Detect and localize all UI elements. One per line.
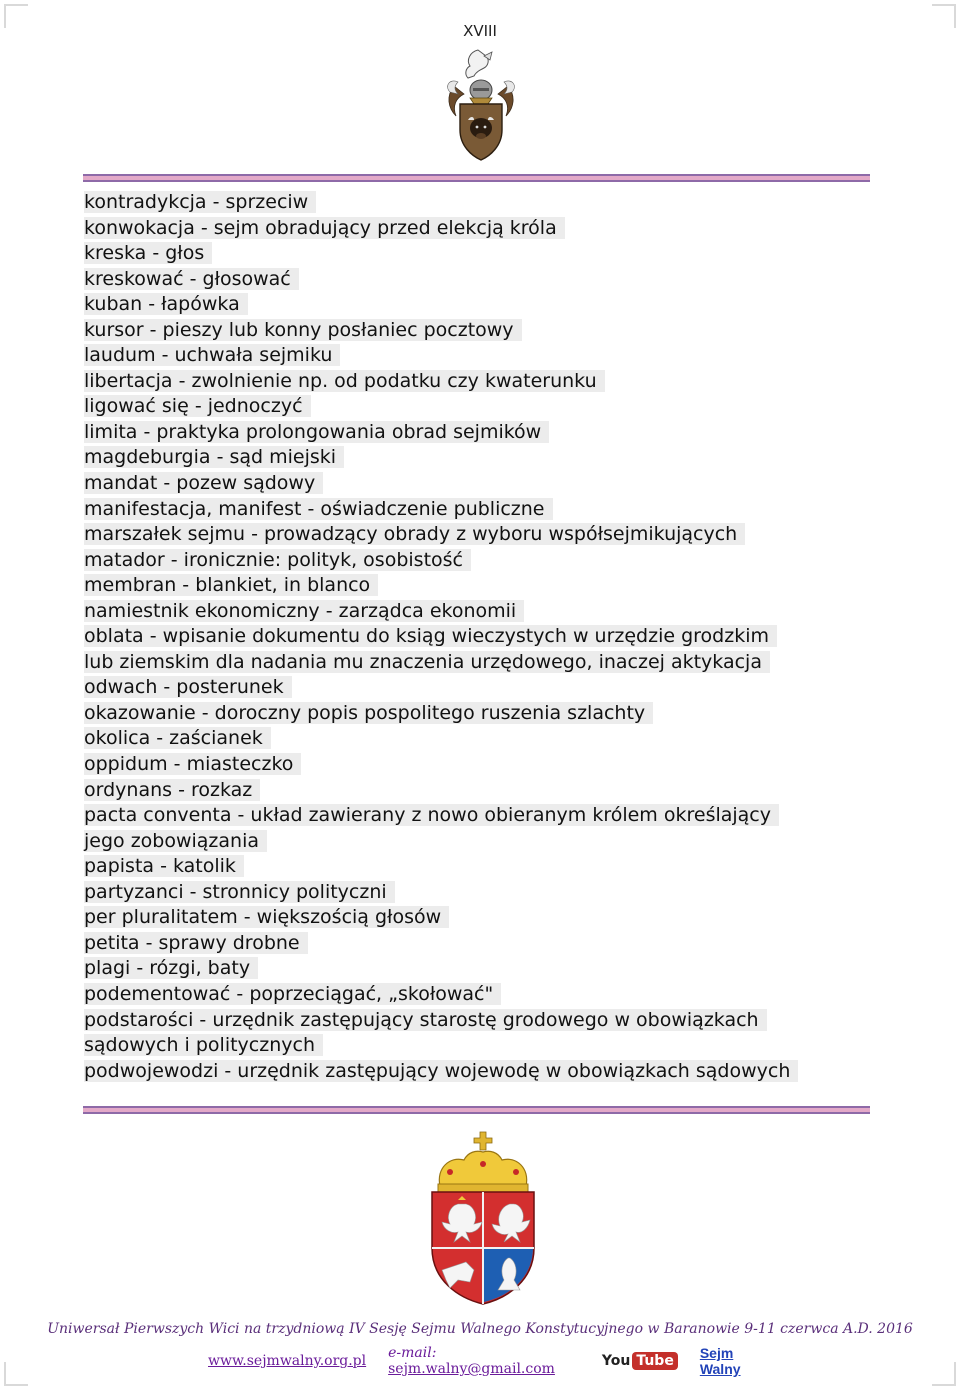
glossary-entry — [84, 471, 874, 497]
glossary-entry-text: pacta conventa - układ zawierany z nowo obieranym królem określający — [84, 804, 779, 826]
glossary-entry-text: plagi - rózgi, baty — [84, 957, 258, 979]
glossary-entry-text: podementować - poprzeciągać, „skołować" — [84, 983, 501, 1005]
glossary-entry-text: kuban - łapówka — [84, 293, 248, 315]
youtube-icon[interactable] — [602, 1352, 678, 1370]
glossary-entry-text: partyzanci - stronnicy polityczni — [84, 881, 395, 903]
glossary-entry — [84, 956, 874, 982]
glossary-entry-text: okazowanie - doroczny popis pospolitego ruszenia szlachty — [84, 702, 653, 724]
glossary-entry — [84, 982, 874, 1008]
glossary-entry-text: lub ziemskim dla nadania mu znaczenia urzędowego, inaczej aktykacja — [84, 651, 770, 673]
glossary-entry — [84, 778, 874, 804]
glossary-entry-text: marszałek sejmu - prowadzący obrady z wyboru współsejmikujących — [84, 523, 745, 545]
glossary-entry-text: kreskować - głosować — [84, 268, 299, 290]
website-link[interactable]: www.sejmwalny.org.pl — [208, 1353, 367, 1369]
glossary-entry-text: limita - praktyka prolongowania obrad sejmików — [84, 421, 549, 443]
glossary-entry — [84, 829, 874, 855]
glossary-entry — [84, 752, 874, 778]
glossary-entry — [84, 292, 874, 318]
glossary-entry-text: oppidum - miasteczko — [84, 753, 301, 775]
glossary-entry — [84, 548, 874, 574]
glossary-entry-text: kreska - głos — [84, 242, 212, 264]
glossary-entry — [84, 369, 874, 395]
glossary-entry-text: kursor - pieszy lub konny posłaniec pocztowy — [84, 319, 522, 341]
email-label: e-mail: — [388, 1345, 437, 1361]
glossary-entry — [84, 675, 874, 701]
glossary-entry-text: podstarości - urzędnik zastępujący starostę grodowego w obowiązkach — [84, 1009, 767, 1031]
glossary-entry — [84, 241, 874, 267]
event-announcement: Uniwersał Pierwszych Wici na trzydniową IV Sesję Sejmu Walnego Konstytucyjnego w Baranowie 9-11 czerwca A.D. 2016 — [47, 1321, 913, 1337]
glossary-entry-text: matador - ironicznie: polityk, osobistość — [84, 549, 471, 571]
glossary-entry — [84, 1059, 874, 1085]
glossary-entry-text: ordynans - rozkaz — [84, 779, 260, 801]
glossary-entry — [84, 803, 874, 829]
page-number: XVIII — [463, 22, 497, 40]
glossary-entry-text: ligować się - jednoczyć — [84, 395, 311, 417]
glossary-entry — [84, 880, 874, 906]
glossary-entry — [84, 726, 874, 752]
glossary-entry-text: odwach - posterunek — [84, 676, 292, 698]
glossary-entry — [84, 420, 874, 446]
email-link[interactable]: sejm.walny@gmail.com — [388, 1361, 555, 1377]
glossary-entry — [84, 318, 874, 344]
glossary-entry-text: kontradykcja - sprzeciw — [84, 191, 316, 213]
glossary-entry — [84, 445, 874, 471]
glossary-entry-text: per pluralitatem - większością głosów — [84, 906, 449, 928]
glossary-entry-text: manifestacja, manifest - oświadczenie publiczne — [84, 498, 553, 520]
glossary-list — [84, 190, 874, 1084]
glossary-entry — [84, 701, 874, 727]
glossary-entry-text: papista - katolik — [84, 855, 244, 877]
glossary-entry — [84, 1008, 874, 1034]
glossary-entry-text: mandat - pozew sądowy — [84, 472, 323, 494]
glossary-entry-text: namiestnik ekonomiczny - zarządca ekonomii — [84, 600, 524, 622]
glossary-entry — [84, 497, 874, 523]
glossary-entry-text: jego zobowiązania — [84, 830, 267, 852]
glossary-entry-text: oblata - wpisanie dokumentu do ksiąg wieczystych w urzędzie grodzkim — [84, 625, 777, 647]
glossary-entry — [84, 190, 874, 216]
glossary-entry — [84, 216, 874, 242]
frame-corner-icon — [4, 1362, 28, 1386]
glossary-entry-text: podwojewodzi - urzędnik zastępujący wojewodę w obowiązkach sądowych — [84, 1060, 798, 1082]
glossary-entry — [84, 931, 874, 957]
glossary-entry-text: membran - blankiet, in blanco — [84, 574, 378, 596]
divider-rule — [83, 1106, 870, 1114]
glossary-entry — [84, 854, 874, 880]
glossary-entry-text: magdeburgia - sąd miejski — [84, 446, 344, 468]
glossary-entry — [84, 522, 874, 548]
glossary-entry-text: konwokacja - sejm obradujący przed elekcją króla — [84, 217, 565, 239]
frame-corner-icon — [932, 1362, 956, 1386]
glossary-entry — [84, 905, 874, 931]
glossary-entry — [84, 599, 874, 625]
divider-rule — [83, 174, 870, 182]
glossary-entry — [84, 343, 874, 369]
heraldic-crest-icon — [440, 46, 522, 164]
email-group — [388, 1345, 580, 1377]
glossary-entry — [84, 1033, 874, 1059]
crowned-coat-of-arms-icon — [428, 1130, 538, 1306]
glossary-entry-text: okolica - zaścianek — [84, 727, 271, 749]
glossary-entry — [84, 394, 874, 420]
youtube-tube-label: Tube — [632, 1352, 678, 1370]
glossary-entry-text: petita - sprawy drobne — [84, 932, 308, 954]
channel-link[interactable]: Sejm Walny — [699, 1345, 741, 1377]
footer-contact-bar — [208, 1345, 768, 1377]
youtube-you-label: You — [601, 1353, 631, 1369]
glossary-entry-text: laudum - uchwała sejmiku — [84, 344, 340, 366]
glossary-entry-text: libertacja - zwolnienie np. od podatku czy kwaterunku — [84, 370, 605, 392]
glossary-entry — [84, 573, 874, 599]
glossary-entry — [84, 650, 874, 676]
glossary-entry-text: sądowych i politycznych — [84, 1034, 323, 1056]
glossary-entry — [84, 267, 874, 293]
glossary-entry — [84, 624, 874, 650]
